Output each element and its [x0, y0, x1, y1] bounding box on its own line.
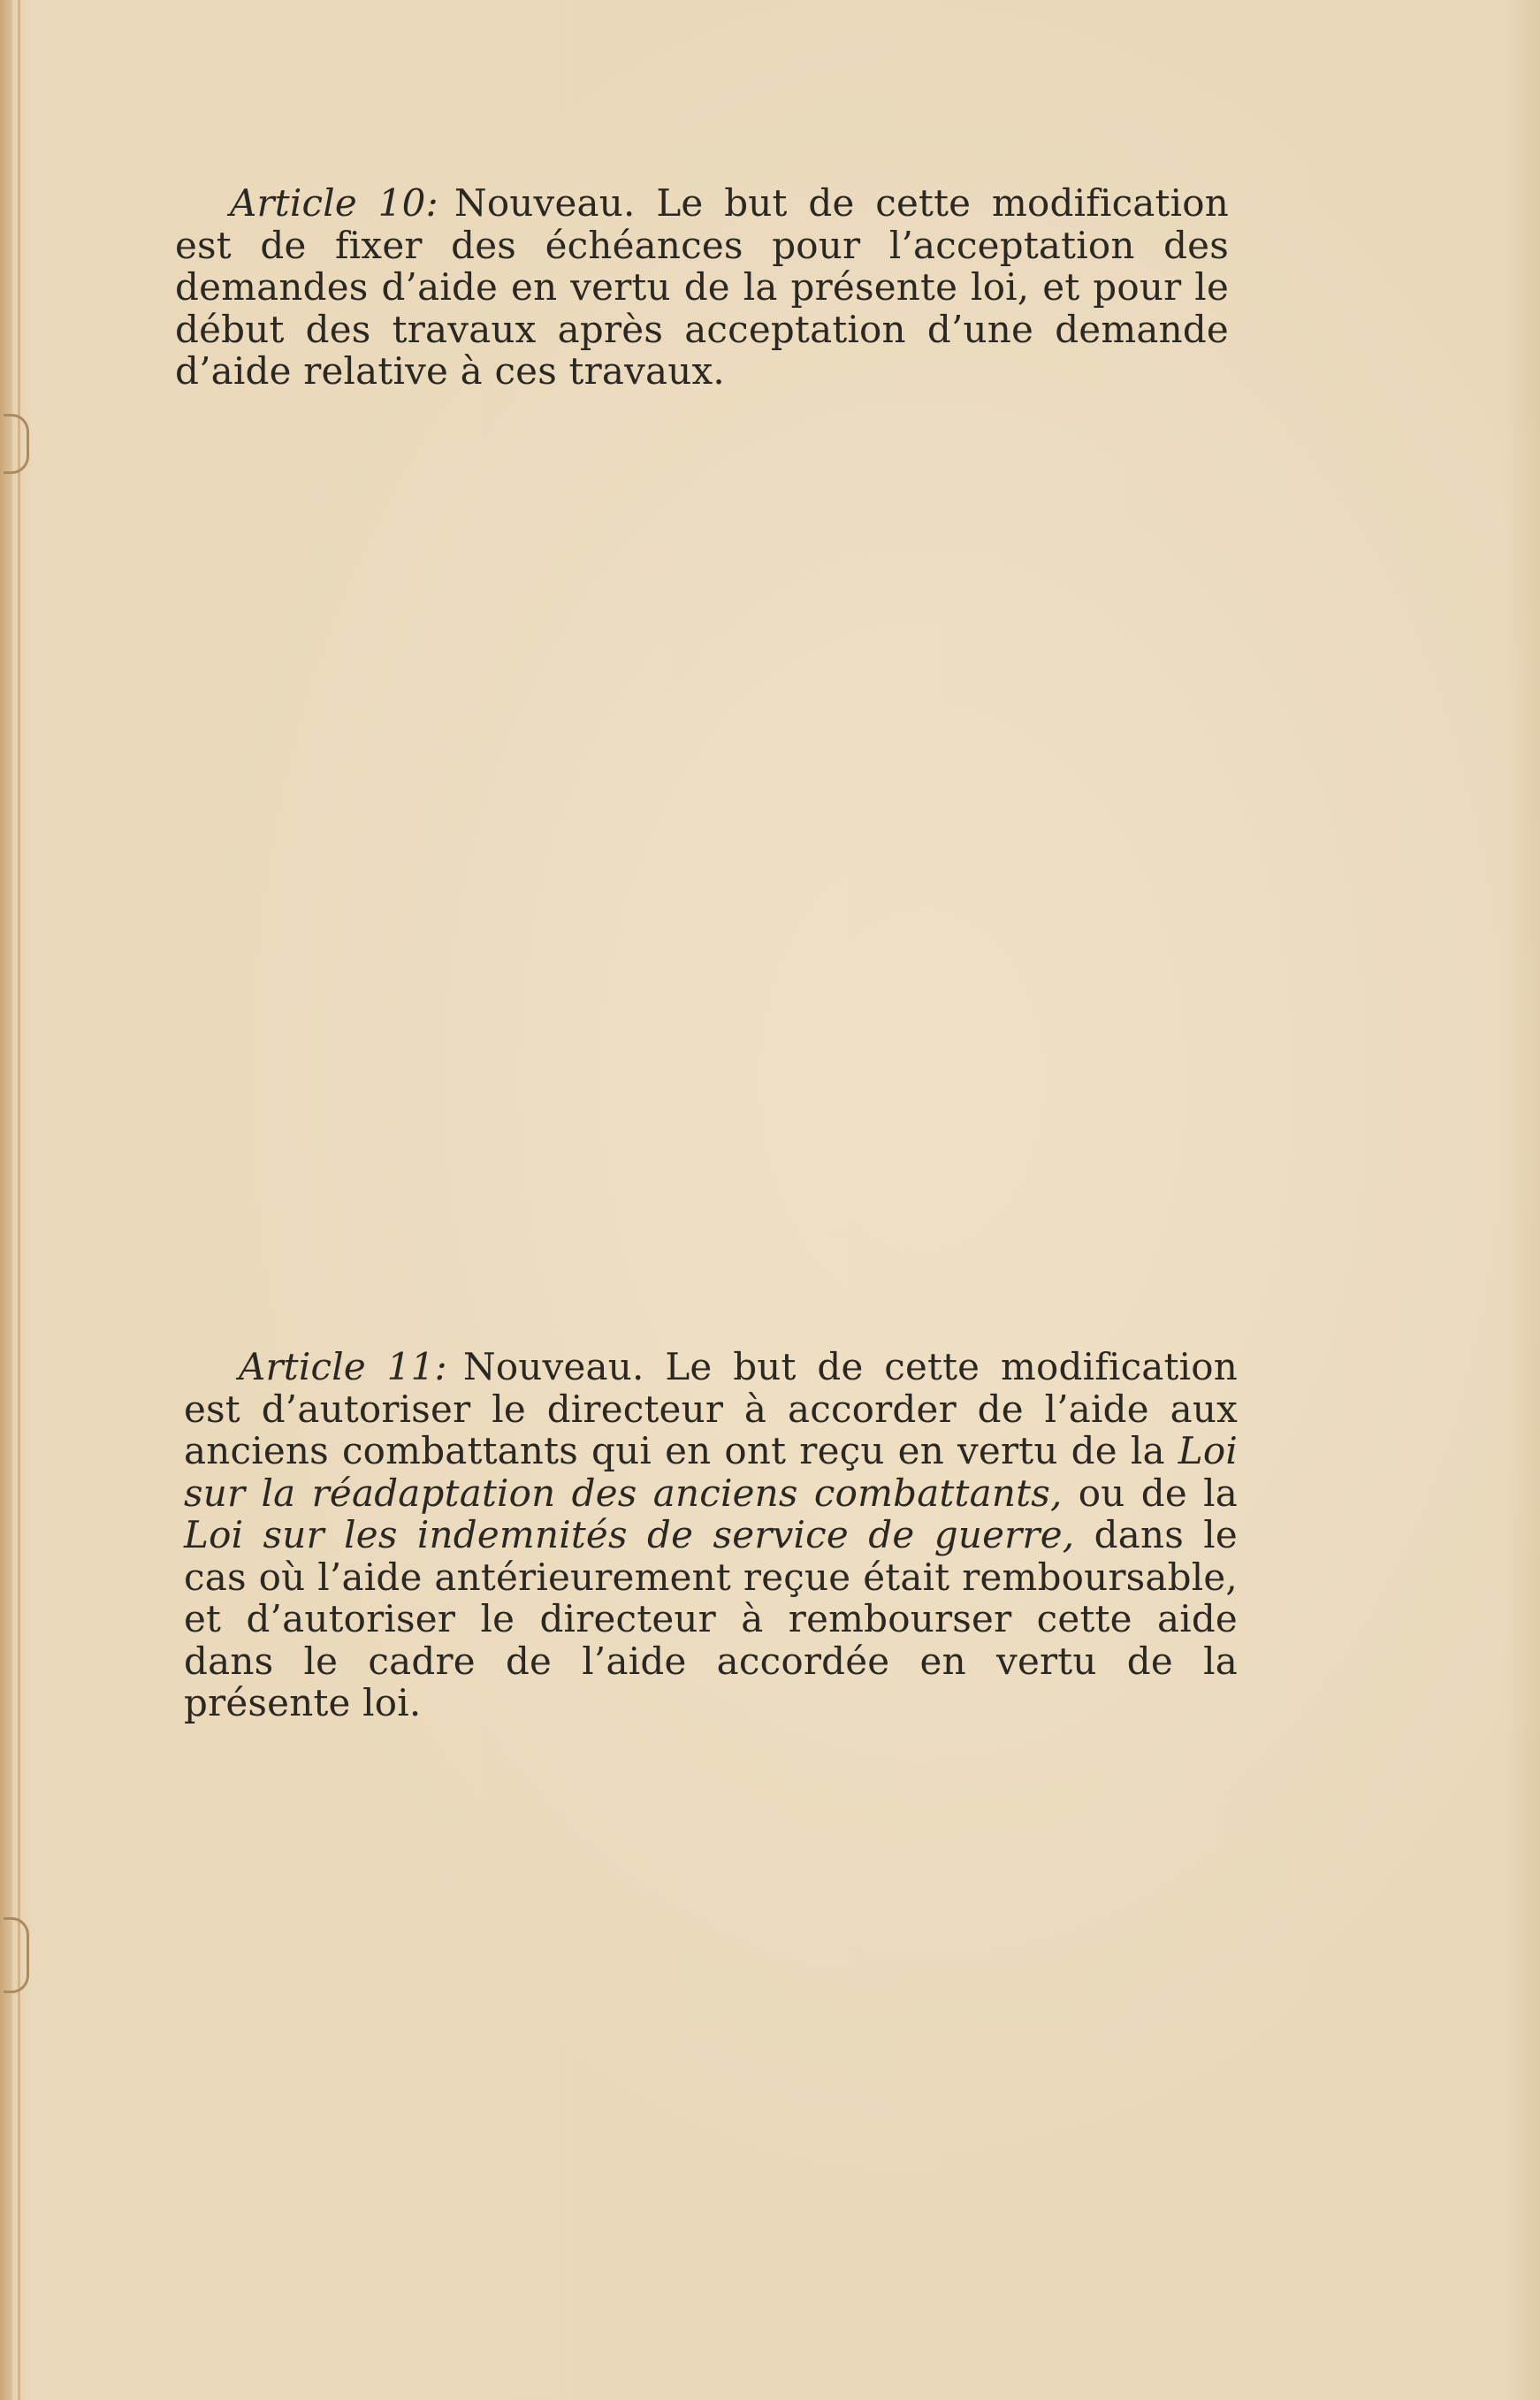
binding-edge — [0, 0, 12, 2400]
article-10-paragraph — [175, 182, 1229, 393]
binding-ring — [4, 1917, 29, 1993]
article-body-part: Nouveau. Le but de cette modification est d’autoriser le directeur à accorder de l’aide aux anciens combattants qui en ont reçu en vertu de la — [184, 1345, 1238, 1472]
article-label: Article 11: — [239, 1345, 447, 1388]
article-label: Article 10: — [230, 181, 438, 225]
article-body-part: dans le cas où l’aide antérieurement reçue était remboursable, et d’autoriser le directeur à rembourser cette aide dans le cadre de l’aide accordée en vertu de la présente loi. — [184, 1513, 1238, 1724]
binding-line — [18, 0, 20, 2400]
article-11-paragraph — [184, 1346, 1238, 1724]
law-title: Loi sur la réadaptation des anciens combattants, — [184, 1429, 1238, 1515]
law-title: Loi sur les indemnités de service de guerre, — [184, 1513, 1075, 1556]
article-body-part: ou de la — [1078, 1471, 1238, 1515]
binding-ring — [4, 414, 29, 474]
article-body: Nouveau. Le but de cette modification est de fixer des échéances pour l’acceptation des demandes d’aide en vertu de la présente loi, et pour le début des travaux après acceptation d’une demande d’aide relative à ces travaux. — [175, 181, 1229, 393]
